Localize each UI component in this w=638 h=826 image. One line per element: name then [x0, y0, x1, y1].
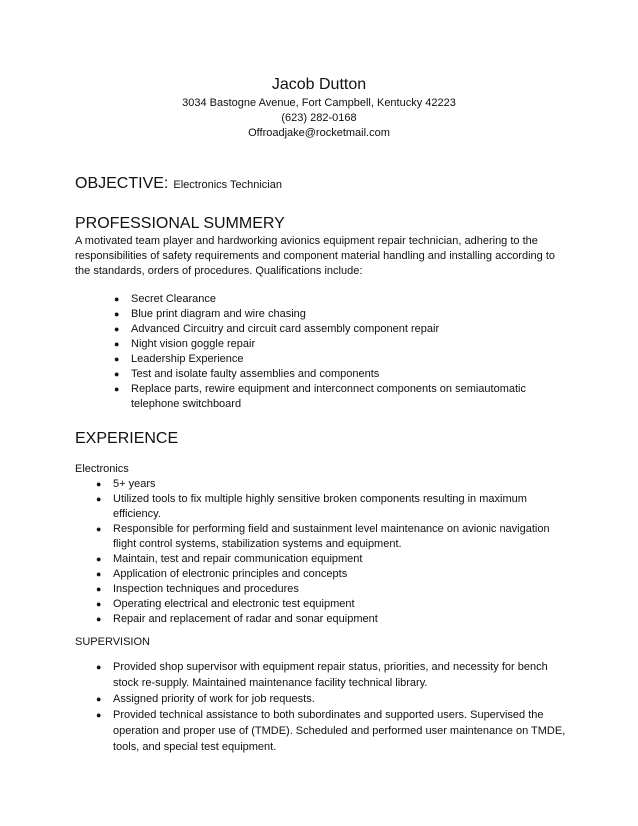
list-item: [96, 659, 570, 691]
list-item: [96, 597, 570, 612]
bullet-icon: ●: [96, 584, 102, 594]
list-item: [96, 552, 570, 567]
experience-title: EXPERIENCE: [75, 430, 179, 447]
list-item: [114, 337, 570, 352]
supervision-heading: SUPERVISION: [75, 636, 150, 648]
bullet-icon: ●: [96, 569, 102, 579]
list-item: [114, 292, 570, 307]
list-item-text: Operating electrical and electronic test equipment: [113, 598, 355, 610]
bullet-icon: ●: [114, 369, 120, 379]
list-item-text: Application of electronic principles and concepts: [113, 568, 348, 580]
list-item: [114, 307, 570, 322]
bullet-icon: ●: [114, 309, 120, 319]
applicant-name: Jacob Dutton: [271, 76, 367, 93]
bullet-icon: ●: [96, 599, 102, 609]
resume-body: [75, 174, 570, 755]
list-item-text: Inspection techniques and procedures: [113, 583, 299, 595]
list-item: [114, 382, 570, 412]
list-item-text: Assigned priority of work for job requests.: [113, 693, 315, 705]
electronics-heading: Electronics: [75, 463, 129, 475]
phone-line: (623) 282-0168: [281, 112, 357, 124]
list-item: [96, 691, 570, 707]
list-item: [96, 707, 570, 755]
bullet-icon: ●: [96, 694, 102, 704]
list-item-text: Provided technical assistance to both subordinates and supported users. Supervised the operation and proper use of (TMDE). Scheduled and performed user maintenance on TMDE, tools, and special test equipment.: [113, 709, 566, 753]
bullet-icon: ●: [96, 494, 102, 504]
bullet-icon: ●: [96, 479, 102, 489]
list-item: [96, 492, 570, 522]
bullet-icon: ●: [114, 294, 120, 304]
list-item-text: Utilized tools to fix multiple highly sensitive broken components resulting in maximum efficiency.: [113, 493, 527, 520]
bullet-icon: ●: [114, 384, 120, 394]
list-item: [114, 322, 570, 337]
bullet-icon: ●: [114, 339, 120, 349]
bullet-icon: ●: [96, 662, 102, 672]
supervision-list: [75, 659, 570, 755]
list-item-text: Leadership Experience: [131, 353, 244, 365]
objective-section: [75, 174, 570, 194]
list-item-text: Blue print diagram and wire chasing: [131, 308, 306, 320]
list-item-text: Replace parts, rewire equipment and interconnect components on semiautomatic telephone switchboard: [131, 383, 526, 410]
objective-value: Electronics Technician: [173, 179, 282, 191]
list-item-text: Responsible for performing field and sustainment level maintenance on avionic navigation flight control systems, stabilization systems and equipment.: [113, 523, 550, 550]
list-item-text: Advanced Circuitry and circuit card assembly component repair: [131, 323, 440, 335]
email-line: Offroadjake@rocketmail.com: [248, 127, 390, 139]
bullet-icon: ●: [96, 710, 102, 720]
list-item: [114, 352, 570, 367]
electronics-list: [75, 477, 570, 627]
summary-paragraph: A motivated team player and hardworking avionics equipment repair technician, adhering to the responsibilities of safety requirements and component material handling and installing according to the standards, orders of procedures. Qualifications include:: [75, 235, 555, 277]
summary-title: PROFESSIONAL SUMMERY: [75, 215, 285, 232]
address-line: 3034 Bastogne Avenue, Fort Campbell, Kentucky 42223: [182, 97, 456, 109]
bullet-icon: ●: [114, 324, 120, 334]
list-item-text: Maintain, test and repair communication equipment: [113, 553, 363, 565]
objective-label: OBJECTIVE:: [75, 175, 169, 192]
list-item: [96, 612, 570, 627]
list-item: [96, 522, 570, 552]
qualifications-list: [75, 292, 570, 412]
bullet-icon: ●: [96, 554, 102, 564]
list-item-text: 5+ years: [113, 478, 156, 490]
list-item-text: Secret Clearance: [131, 293, 216, 305]
list-item-text: Provided shop supervisor with equipment repair status, priorities, and necessity for bench stock re-supply. Maintained maintenance facility technical library.: [113, 661, 548, 689]
list-item-text: Repair and replacement of radar and sonar equipment: [113, 613, 378, 625]
list-item: [96, 582, 570, 597]
bullet-icon: ●: [96, 524, 102, 534]
list-item: [96, 567, 570, 582]
list-item: [114, 367, 570, 382]
list-item-text: Night vision goggle repair: [131, 338, 256, 350]
bullet-icon: ●: [114, 354, 120, 364]
list-item-text: Test and isolate faulty assemblies and components: [131, 368, 380, 380]
resume-header: [0, 74, 638, 141]
list-item: [96, 477, 570, 492]
bullet-icon: ●: [96, 614, 102, 624]
